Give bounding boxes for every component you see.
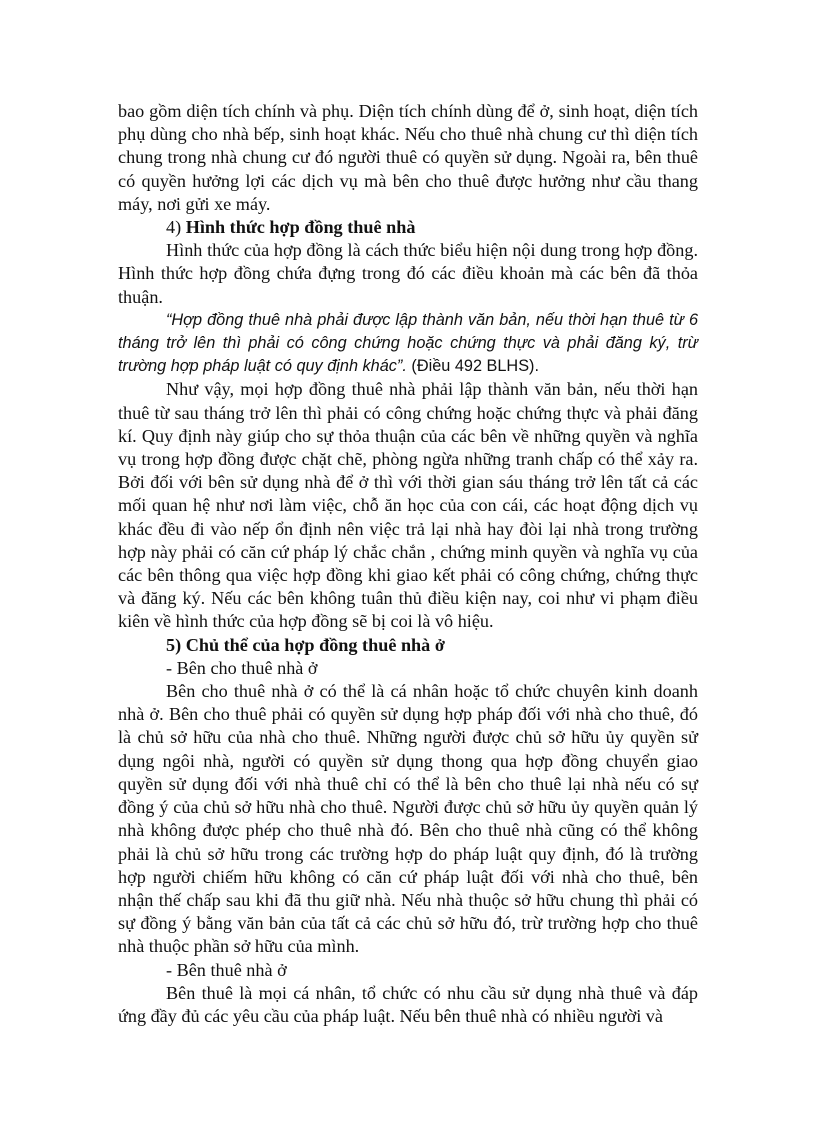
paragraph-lessor: Bên cho thuê nhà ở có thể là cá nhân hoặc tổ chức chuyên kinh doanh nhà ở. Bên cho thuê phải có quyền sử dụng hợp pháp đối với nhà cho thuê, đó là chủ sở hữu của nhà cho thuê. Những người được chủ sở hữu ủy quyền sử dụng ngôi nhà, người có quyền sử dụng thong qua hợp đồng chuyển giao quyền sử dụng đối với nhà thuê chỉ có thể là bên cho thuê lại nhà nếu có sự đồng ý của chủ sở hữu nhà cho thuê. Người được chủ sở hữu ủy quyền quản lý nhà không được phép cho thuê nhà đó. Bên cho thuê nhà cũng có thể không phải là chủ sở hữu trong các trường hợp do pháp luật quy định, đó là trường hợp người chiếm hữu không có căn cứ pháp luật đối với nhà cho thuê, bên nhận thế chấp sau khi đã thu giữ nhà. Nếu nhà thuộc sở hữu chung thì phải có sự đồng ý bằng văn bản của tất cả các chủ sở hữu đó, trừ trường hợp cho thuê nhà thuộc phần sở hữu của mình. (118, 681, 698, 957)
paragraph-lessee: Bên thuê là mọi cá nhân, tổ chức có nhu cầu sử dụng nhà thuê và đáp ứng đầy đủ các yêu cầu của pháp luật. Nếu bên thuê nhà có nhiều người và (118, 982, 698, 1026)
paragraph-registration: Như vậy, mọi hợp đồng thuê nhà phải lập thành văn bản, nếu thời hạn thuê từ sau tháng trở lên thì phải có công chứng hoặc chứng thực và phải đăng kí. Quy định này giúp cho sự thỏa thuận của các bên về những quyền và nghĩa vụ trong hợp đồng được chặt chẽ, phòng ngừa những tranh chấp có thể xảy ra. Bởi đối với bên sử dụng nhà để ở thì với thời gian sáu tháng trở lên tất cả các mối quan hệ như nơi làm việc, chỗ ăn học của con cái, các hoạt động dịch vụ khác đều đi vào nếp ổn định nên việc trả lại nhà hay đòi lại nhà trong trường hợp này phải có căn cứ pháp lý chắc chắn , chứng minh quyền và nghĩa vụ của các bên thông qua việc hợp đồng khi giao kết phải có công chứng, chứng thực và đăng ký. Nếu các bên không tuân thủ điều kiện nay, coi như vi phạm điều kiên về hình thức của hợp đồng sẽ bị coi là vô hiệu. (118, 379, 698, 632)
legal-quote-text: “Hợp đồng thuê nhà phải được lập thành văn bản, nếu thời hạn thuê từ 6 tháng trở lên thì phải có công chứng hoặc chứng thực và phải đăng ký, trừ trường hợp pháp luật có quy định khác”. (118, 310, 698, 376)
paragraph-area-intro: bao gồm diện tích chính và phụ. Diện tích chính dùng để ở, sinh hoạt, diện tích phụ dùng cho nhà bếp, sinh hoạt khác. Nếu cho thuê nhà chung cư thì diện tích chung trong nhà chung cư đó người thuê có quyền sử dụng. Ngoài ra, bên thuê có quyền hưởng lợi các dịch vụ mà bên cho thuê được hưởng như cầu thang máy, nơi gửi xe máy. (118, 101, 698, 214)
subheading-lessor: - Bên cho thuê nhà ở (166, 657, 318, 678)
section-title-4: Hình thức hợp đồng thuê nhà (185, 217, 416, 238)
section-heading-4 (118, 216, 698, 239)
legal-quote (118, 309, 698, 379)
document-page (118, 100, 698, 1028)
section-heading-5: 5) Chủ thể của hợp đồng thuê nhà ở (166, 634, 445, 655)
paragraph-contract-form: Hình thức của hợp đồng là cách thức biểu hiện nội dung trong hợp đồng. Hình thức hợp đồng chứa đựng trong đó các điều khoản mà các bên đã thỏa thuận. (118, 240, 698, 307)
legal-quote-reference: (Điều 492 BLHS). (406, 357, 539, 376)
section-number-4: 4) (166, 217, 182, 238)
subheading-lessee: - Bên thuê nhà ở (166, 959, 287, 980)
